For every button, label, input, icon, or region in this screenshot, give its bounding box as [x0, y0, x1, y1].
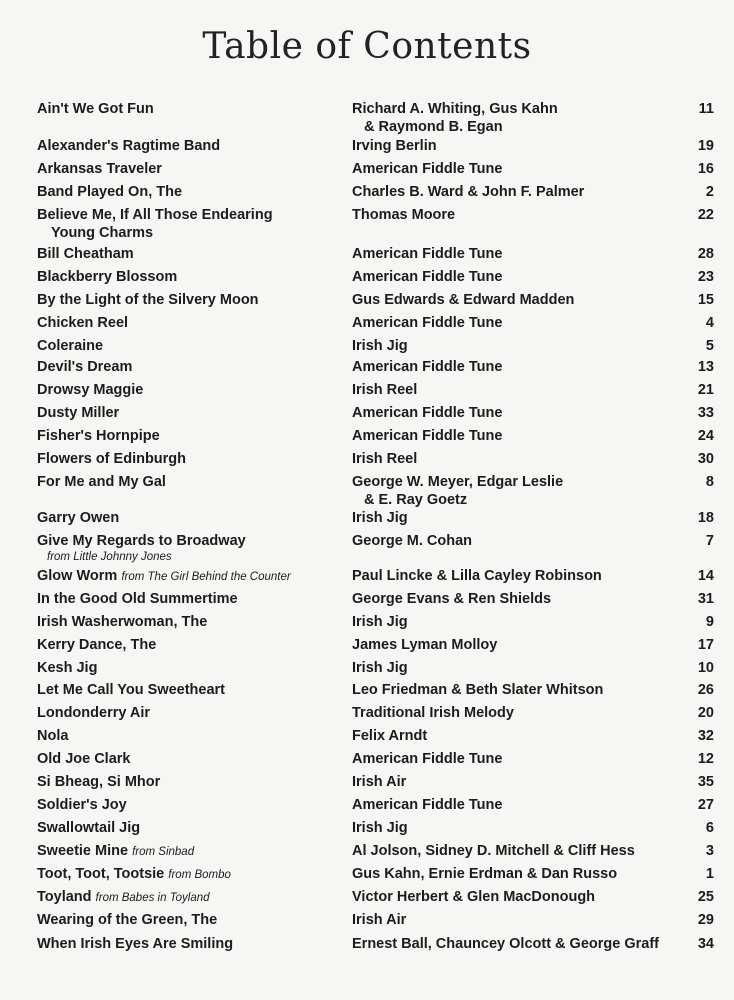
entry-title-text: Coleraine [37, 338, 104, 354]
entry-title-text: In the Good Old Summertime [37, 591, 238, 607]
entry-page-number: 27 [697, 797, 714, 813]
entry-composer-text: Irish Reel [352, 451, 418, 467]
entry-composer-text: Irish Reel [352, 382, 418, 398]
entry-composer [352, 206, 687, 224]
entry-title-text: Sweetie Mine [37, 843, 129, 859]
entry-title [37, 509, 342, 527]
entry-title [37, 532, 342, 565]
entry-composer [352, 291, 687, 309]
entry-title-text: Devil's Dream [37, 359, 133, 375]
entry-composer [352, 427, 687, 445]
entry-composer-text: George W. Meyer, Edgar Leslie [352, 474, 564, 490]
entry-title [37, 911, 342, 929]
entry-title [37, 137, 342, 155]
entry-composer-text: Leo Friedman & Beth Slater Whitson [352, 682, 604, 698]
entry-title [37, 796, 342, 814]
entry-page-number: 33 [697, 405, 714, 421]
entry-composer [352, 137, 687, 155]
entry-title [37, 427, 342, 445]
entry-composer-text: American Fiddle Tune [352, 751, 503, 767]
entry-page-number: 23 [697, 269, 714, 285]
entry-composer-text: Richard A. Whiting, Gus Kahn [352, 101, 558, 117]
entry-title [37, 613, 342, 631]
entry-composer [352, 727, 687, 745]
entry-title [37, 337, 342, 355]
entry-composer-text: Traditional Irish Melody [352, 705, 514, 721]
entry-title-text: By the Light of the Silvery Moon [37, 292, 259, 308]
entry-page-number: 34 [697, 936, 714, 952]
entry-page-number: 9 [705, 614, 714, 630]
entry-page-number: 17 [697, 637, 714, 653]
entry-title [37, 291, 342, 309]
entry-source-note: from Babes in Toyland [95, 892, 210, 904]
entry-page-number: 30 [697, 451, 714, 467]
entry-composer-continuation: & E. Ray Goetz [364, 492, 468, 508]
entry-composer-text: Irving Berlin [352, 138, 437, 154]
entry-composer-text: American Fiddle Tune [352, 246, 503, 262]
entry-title [37, 681, 342, 699]
entry-composer-text: Thomas Moore [352, 207, 456, 223]
entry-composer-text: George M. Cohan [352, 533, 473, 549]
entry-title [37, 206, 342, 242]
entry-composer [352, 681, 687, 699]
entry-title-text: When Irish Eyes Are Smiling [37, 936, 234, 952]
entry-page-number: 8 [705, 474, 714, 490]
entry-composer [352, 245, 687, 263]
entry-page-number: 13 [697, 359, 714, 375]
entry-title [37, 473, 342, 491]
entry-page-number: 24 [697, 428, 714, 444]
entry-composer [352, 911, 687, 929]
entry-composer [352, 473, 687, 509]
entry-title-text: Bill Cheatham [37, 246, 134, 262]
entry-title [37, 381, 342, 399]
entry-source-note: from Bombo [168, 869, 231, 881]
entry-composer [352, 659, 687, 677]
entry-title-text: Believe Me, If All Those Endearing [37, 207, 273, 223]
entry-title [37, 590, 342, 608]
entry-title-text: Kerry Dance, The [37, 637, 157, 653]
entry-composer-text: American Fiddle Tune [352, 269, 503, 285]
entry-title-text: Drowsy Maggie [37, 382, 144, 398]
entry-composer [352, 100, 687, 136]
entry-composer [352, 532, 687, 550]
entry-title-text: Kesh Jig [37, 660, 98, 676]
entry-title [37, 567, 342, 586]
entry-composer [352, 450, 687, 468]
entry-composer-text: Felix Arndt [352, 728, 428, 744]
entry-page-number: 15 [697, 292, 714, 308]
entry-title [37, 450, 342, 468]
entry-title-text: Alexander's Ragtime Band [37, 138, 221, 154]
entry-composer-text: American Fiddle Tune [352, 428, 503, 444]
entry-page-number: 31 [697, 591, 714, 607]
entry-title-text: Band Played On, The [37, 184, 183, 200]
entry-title [37, 245, 342, 263]
entry-composer-text: American Fiddle Tune [352, 405, 503, 421]
entry-composer-text: Irish Jig [352, 660, 408, 676]
entry-title [37, 160, 342, 178]
entry-title-text: Blackberry Blossom [37, 269, 178, 285]
entry-title [37, 888, 342, 907]
entry-title-text: Toyland [37, 889, 92, 905]
entry-composer [352, 819, 687, 837]
entry-title [37, 314, 342, 332]
entry-composer-text: Irish Jig [352, 614, 408, 630]
entry-title [37, 935, 342, 953]
entry-composer-text: Gus Kahn, Ernie Erdman & Dan Russo [352, 866, 618, 882]
entry-title-text: Flowers of Edinburgh [37, 451, 187, 467]
entry-composer [352, 404, 687, 422]
entry-title-text: Nola [37, 728, 69, 744]
page-title: Table of Contents [202, 26, 532, 67]
entry-composer [352, 337, 687, 355]
entry-title [37, 773, 342, 791]
entry-page-number: 3 [705, 843, 714, 859]
entry-composer-text: Charles B. Ward & John F. Palmer [352, 184, 585, 200]
entry-page-number: 14 [697, 568, 714, 584]
entry-composer [352, 358, 687, 376]
entry-composer [352, 590, 687, 608]
entry-page-number: 16 [697, 161, 714, 177]
entry-composer [352, 888, 687, 906]
entry-title-text: Dusty Miller [37, 405, 120, 421]
entry-composer-text: George Evans & Ren Shields [352, 591, 552, 607]
entry-title-text: Ain't We Got Fun [37, 101, 154, 117]
entry-composer [352, 268, 687, 286]
entry-page-number: 25 [697, 889, 714, 905]
entry-composer-text: Al Jolson, Sidney D. Mitchell & Cliff Hess [352, 843, 635, 859]
entry-title-text: Garry Owen [37, 510, 120, 526]
entry-title-text: Toot, Toot, Tootsie [37, 866, 165, 882]
entry-page-number: 26 [697, 682, 714, 698]
entry-composer-text: American Fiddle Tune [352, 797, 503, 813]
entry-title-text: Londonderry Air [37, 705, 151, 721]
entry-page-number: 6 [705, 820, 714, 836]
entry-composer-text: American Fiddle Tune [352, 315, 503, 331]
entry-composer-text: Irish Jig [352, 338, 408, 354]
entry-title [37, 404, 342, 422]
entry-title-text: Fisher's Hornpipe [37, 428, 160, 444]
entry-page-number: 7 [705, 533, 714, 549]
entry-composer [352, 773, 687, 791]
entry-title [37, 704, 342, 722]
entry-title-continuation: Young Charms [51, 225, 154, 241]
entry-title [37, 358, 342, 376]
entry-page-number: 29 [697, 912, 714, 928]
entry-page-number: 21 [697, 382, 714, 398]
entry-title-text: Chicken Reel [37, 315, 129, 331]
entry-title [37, 268, 342, 286]
entry-composer-text: Ernest Ball, Chauncey Olcott & George Graff [352, 936, 659, 952]
entry-page-number: 19 [697, 138, 714, 154]
entry-page-number: 18 [697, 510, 714, 526]
entry-title [37, 727, 342, 745]
entry-page-number: 35 [697, 774, 714, 790]
entry-page-number: 20 [697, 705, 714, 721]
entry-title-text: Soldier's Joy [37, 797, 127, 813]
entry-composer-text: James Lyman Molloy [352, 637, 498, 653]
entry-composer-text: Paul Lincke & Lilla Cayley Robinson [352, 568, 602, 584]
entry-composer [352, 935, 687, 953]
entry-composer [352, 183, 687, 201]
entry-title [37, 842, 342, 861]
entry-composer-text: Irish Air [352, 774, 407, 790]
entry-title [37, 865, 342, 884]
entry-page-number: 4 [705, 315, 714, 331]
entry-composer [352, 567, 687, 585]
entry-composer [352, 160, 687, 178]
entry-composer-text: Victor Herbert & Glen MacDonough [352, 889, 596, 905]
entry-title [37, 659, 342, 677]
entry-title-text: Let Me Call You Sweetheart [37, 682, 226, 698]
entry-title-text: Irish Washerwoman, The [37, 614, 208, 630]
entry-page-number: 5 [705, 338, 714, 354]
entry-title [37, 183, 342, 201]
entry-composer [352, 636, 687, 654]
entry-page-number: 2 [705, 184, 714, 200]
entry-page-number: 12 [697, 751, 714, 767]
entry-composer [352, 613, 687, 631]
entry-title-text: Arkansas Traveler [37, 161, 162, 177]
entry-title-text: Glow Worm [37, 568, 118, 584]
entry-title [37, 636, 342, 654]
entry-title-text: Old Joe Clark [37, 751, 131, 767]
entry-title [37, 819, 342, 837]
entry-page-number: 10 [697, 660, 714, 676]
entry-source-note: from Little Johnny Jones [47, 551, 172, 563]
entry-composer [352, 750, 687, 768]
entry-title-text: Si Bheag, Si Mhor [37, 774, 161, 790]
entry-composer-text: Irish Air [352, 912, 407, 928]
entry-composer-continuation: & Raymond B. Egan [364, 119, 503, 135]
entry-composer-text: Irish Jig [352, 820, 408, 836]
entry-title [37, 750, 342, 768]
entry-page-number: 28 [697, 246, 714, 262]
entry-page-number: 1 [705, 866, 714, 882]
entry-composer-text: American Fiddle Tune [352, 359, 503, 375]
entry-title-text: Swallowtail Jig [37, 820, 141, 836]
entry-source-note: from The Girl Behind the Counter [121, 571, 291, 583]
entry-source-note: from Sinbad [132, 846, 195, 858]
entry-title-text: For Me and My Gal [37, 474, 166, 490]
entry-composer [352, 704, 687, 722]
entry-composer-text: Gus Edwards & Edward Madden [352, 292, 575, 308]
entry-page-number: 32 [697, 728, 714, 744]
entry-composer [352, 509, 687, 527]
entry-composer [352, 314, 687, 332]
entry-composer [352, 865, 687, 883]
entry-composer-text: Irish Jig [352, 510, 408, 526]
entry-title-text: Give My Regards to Broadway [37, 533, 246, 549]
entry-composer-text: American Fiddle Tune [352, 161, 503, 177]
entry-composer [352, 796, 687, 814]
entry-composer [352, 381, 687, 399]
entry-title-text: Wearing of the Green, The [37, 912, 218, 928]
entry-composer [352, 842, 687, 860]
entry-page-number: 22 [697, 207, 714, 223]
entry-page-number: 11 [698, 101, 714, 117]
entry-title [37, 100, 342, 118]
